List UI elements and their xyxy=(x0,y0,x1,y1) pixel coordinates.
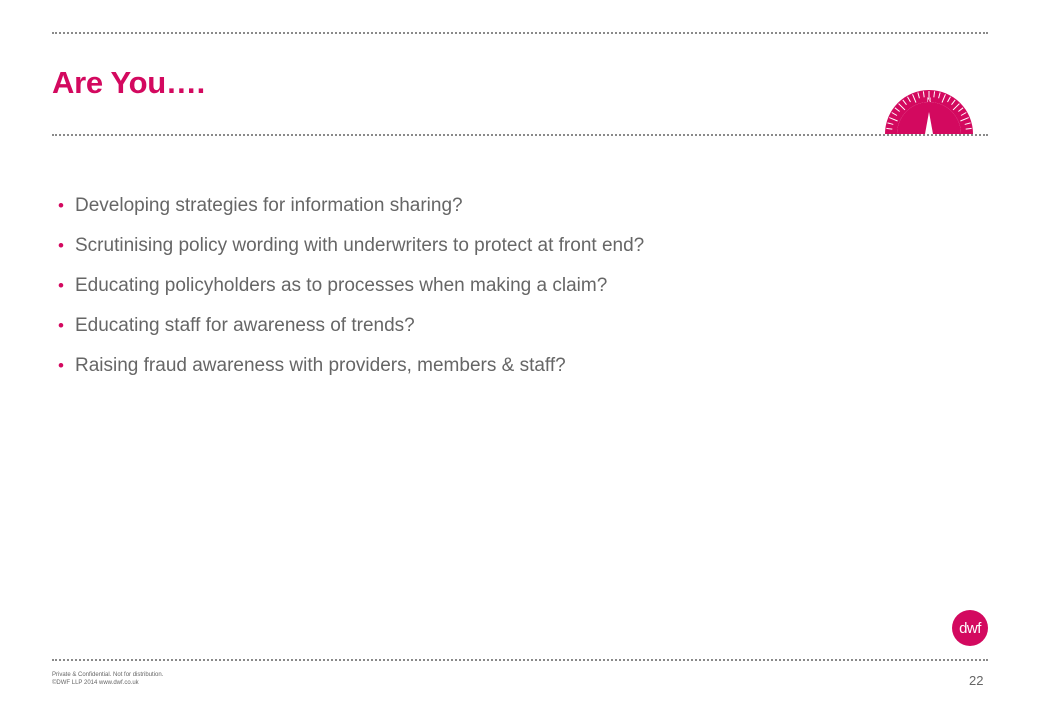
bullet-text: Educating staff for awareness of trends? xyxy=(75,315,415,336)
list-item xyxy=(58,311,644,351)
list-item xyxy=(58,231,644,271)
title-divider xyxy=(52,134,988,136)
bullet-text: Scrutinising policy wording with underwriters to protect at front end? xyxy=(75,235,645,256)
bullet-text: Raising fraud awareness with providers, members & staff? xyxy=(75,355,566,376)
bullet-list xyxy=(58,191,644,391)
bullet-marker: • xyxy=(58,316,64,335)
footer-legal xyxy=(52,671,163,687)
footer-divider xyxy=(52,659,988,661)
list-item xyxy=(58,351,644,391)
copyright-notice: ©DWF LLP 2014 www.dwf.co.uk xyxy=(52,680,139,686)
top-divider xyxy=(52,32,988,34)
list-item xyxy=(58,191,644,231)
bullet-marker: • xyxy=(58,356,64,375)
logo-text: dwf xyxy=(959,619,981,637)
bullet-marker: • xyxy=(58,276,64,295)
bullet-marker: • xyxy=(58,236,64,255)
page-number: 22 xyxy=(969,673,984,688)
compass-north-label: N xyxy=(926,98,932,104)
list-item xyxy=(58,271,644,311)
bullet-marker: • xyxy=(58,196,64,215)
compass-icon xyxy=(884,88,974,134)
bullet-text: Developing strategies for information sharing? xyxy=(75,195,463,216)
confidentiality-notice: Private & Confidential. Not for distribution. xyxy=(52,672,164,678)
dwf-logo xyxy=(952,610,988,646)
slide-title: Are You…. xyxy=(52,65,205,100)
bullet-text: Educating policyholders as to processes when making a claim? xyxy=(75,275,608,296)
